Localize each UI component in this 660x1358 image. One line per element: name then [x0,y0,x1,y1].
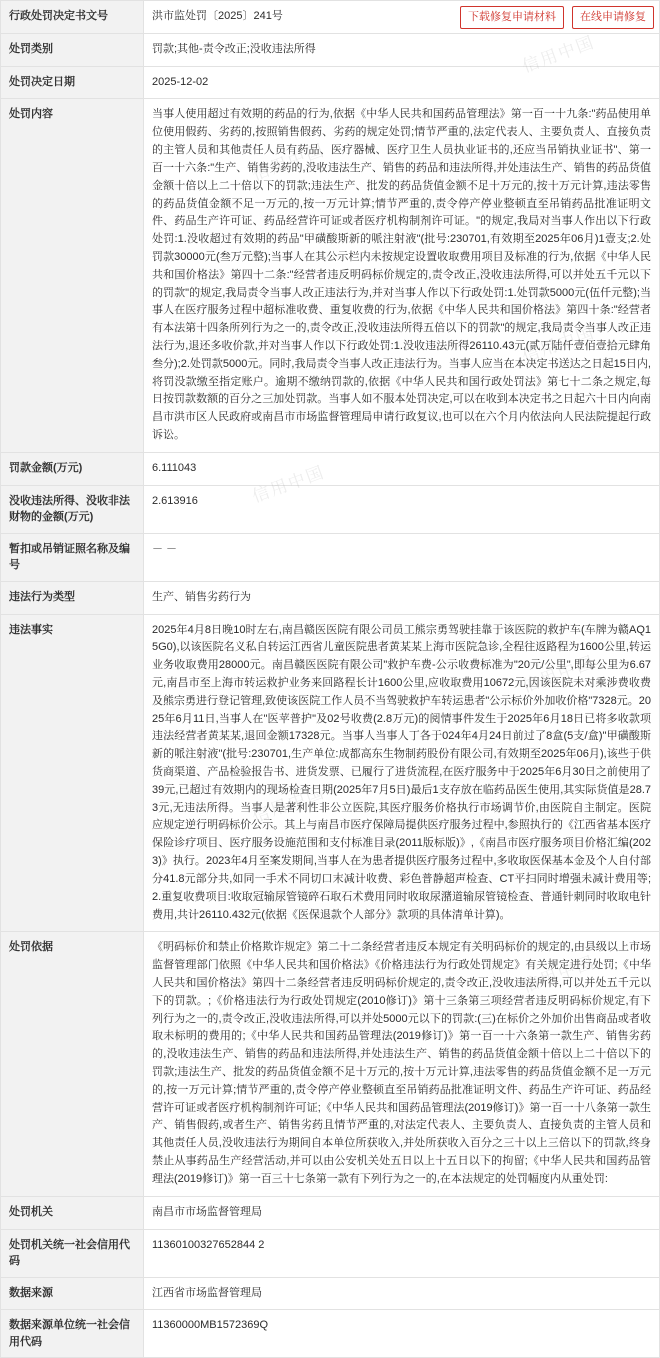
table-row [1,1310,660,1358]
watermark: 信用中国 [519,322,598,367]
table-row [1,33,660,66]
watermark: 信用中国 [249,140,328,185]
row-label: 暂扣或吊销证照名称及编号 [1,533,144,581]
row-label: 行政处罚决定书文号 [1,1,144,34]
row-label: 处罚决定日期 [1,66,144,99]
row-value: 当事人使用超过有效期的药品的行为,依据《中华人民共和国药品管理法》第一百一十九条:"药品使用单位使用假药、劣药的,按照销售假药、劣药的规定处罚;情节严重的,法定代表人、主要负责人、直接负责的主管人员和其他责任人员有药品、医疗器械、医疗卫生人员执业证书的,还应当吊销执业证书"、第一百一十六条:"生产、销售劣药的,没收违法生产、销售的药品和违法所得,并处违法生产、销售的药品货值金额十倍以上二十倍以下的罚款;违法生产、批发的药品货值金额不足十万元的,按十万元计算,违法零售的药品货值金额不足一万元的,按一万元计算;情节严重的,责令停产停业整顿直至吊销药品批准证明文件、药品生产许可证、药品经营许可证或者医疗机构制剂许可证。"的规定,我局对当事人作出以下行政处罚:1.没收超过有效期的药品"甲磺酸斯新的哌注射液"(批号:230701,有效期至2025年06月)1壹支;2.处罚款30000元(叁万元整);当事人在其公示栏内未按规定设置收取费用项目及标准的行为,依据《中华人民共和国价格法》第四十二条:"经营者违反明码标价规定的,责令改正,没收违法所得,可以并处五千元以下的罚款"的规定,我局责令当事人改正违法行为,并对当事人作以下行政处罚:1.处罚款5000元(伍仟元整);当事人在医疗服务过程中超标准收费、重复收费的行为,依据《中华人民共和国价格法》第四十条:"经营者有本法第十四条所列行为之一的,责令改正,没收违法所得五倍以下的罚款"的规定,我局责令当事人改正违法行为,退还多收价款,并对当事人作以下行政处罚:1.没收违法所得26110.43元(贰万陆仟壹佰壹拾元肆角叁分);2.处罚款5000元。同时,我局责令当事人改正违法行为。当事人应当在本决定书送达之日起15日内,将罚没款缴至指定账户。逾期不缴纳罚款的,依据《中华人民共和国行政处罚法》第七十二条之规定,每日按罚款数额的百分之三加处罚款。当事人如不服本处罚决定,可以在收到本决定书之日起六十日内向南昌市洪市区人民政府或南昌市市场监督管理局申请行政复议,也可以在六个月内依法向人民法院提起行政诉讼。 [144,99,660,452]
row-value: 2025年4月8日晚10时左右,南昌赣医医院有限公司员工熊宗勇驾驶挂靠于该医院的救护车(车牌为赣AQ15G0),以该医院名义私自转运江西省儿童医院患者黄某某上海市医院急诊,全程往返路程为1600公里,转运业务收取费用28000元。南昌赣医医院有限公司"救护车费-公示收费标准为"20元/公里",即每公里为6.67元,南昌市至上海市转运救护业务来回路程长计1600公里,应收取费用10672元,因该医院未对乘涉费收费及熊宗勇进行登记管理,致使该医院工作人员不当驾驶救护车转运患者"公示标价外加收价格"7328元。2025年6月11日,当事人在"医苹普护"及02号收费(2.8万元)的阅情事件发生于2025年6月18日已将多收款项违法经营者黄某某,退回金额17328元。当事人当事人丁各于024年4月24日前过了8盒(5支/盒)"甲磺酸斯新的哌注射液"(批号:230701,生产单位:成都高东生物制药股份有限公司,有效期至2025年06月),该些于供货商渠道、产品检验报告书、进货发票、已履行了进货流程,在医疗服务中于2025年6月30日之前使用了39元,已超过有效期内的现场检查日期(2025年7月5日)最后1支存放在临药品医生使用,其实际货值是28.73元,无违法所得。当事人是著利性非公立医院,其医疗服务价格执行市场调节价,由医院自主制定。医院应规定逆行明码标价公示。其上与南昌市医疗保障局提供医疗服务过程中,参照执行的《江西省基本医疗保险诊疗项目、医疗服务设施范围和支付标准目录(2011版标版)》,《南昌市医疗服务项目价格汇编(2023)》执行。2023年4月至案发期间,当事人在为患者提供医疗服务过程中,多收取医保基本金及个人自付部分41.8元部分共,如同一手术不同切口末减计收费、彩色普静超声检查、CT平扫同时增强未减计费用等;2.重复收费项目:收取冠输尿管镜碎石取石术费用同时收取尿潴道输尿管镜检查、普通针刺同时收取电针费用,共计26110.432元(依据《医保退款个人部分》款项的具体清单计算)。 [144,614,660,932]
row-value: 《明码标价和禁止价格欺诈规定》第二十二条经营者违反本规定有关明码标价的规定的,由县级以上市场监督管理部门依照《中华人民共和国价格法》《价格违法行为行政处罚规定》有关规定进行处罚;《中华人民共和国价格法》第四十二条经营者违反明码标价规定的,责令改正,没收违法所得,可以并处五千元以下的罚款。;《价格违法行为行政处罚规定(2010修订)》第十三条第三项经营者违反明码标价规定,有下列行为之一的,责令改正,没收违法所得,可以并处5000元以下的罚款:(三)在标价之外加价出售商品或者收取未标明的费用的;《中华人民共和国药品管理法(2019修订)》第一百一十六条第一款生产、销售劣药的,没收违法生产、销售的药品和违法所得,并处违法生产、销售的药品货值金额十倍以上二十倍以下的罚款;违法生产、批发的药品货值金额不足十万元的,按十万元计算,违法零售的药品货值金额不足一万元的,按一万元计算;情节严重的,责令停产停业整顿直至吊销药品批准证明文件、药品生产许可证、药品经营许可证或者医疗机构制剂许可证;《中华人民共和国药品管理法(2019修订)》第一百一十八条第一款生产、销售假药,或者生产、销售劣药且情节严重的,对法定代表人、主要负责人、直接负责的主管人员和其他责任人员,没收违法行为期间自本单位所获收入,并处所获收入百分之三十以上三倍以下的罚款,终身禁止从事药品生产经营活动,并可以由公安机关处五日以上十五日以下的拘留;《中华人民共和国药品管理法(2019修订)》第一百三十七条第一款有下列行为之一的,在本法规定的处罚幅度内从重处罚: [144,932,660,1196]
row-label: 违法行为类型 [1,581,144,614]
action-toolbar [460,6,654,29]
row-value: 6.111043 [144,452,660,485]
row-label: 罚款金额(万元) [1,452,144,485]
row-label: 没收违法所得、没收非法财物的金额(万元) [1,485,144,533]
row-value: 生产、销售劣药行为 [144,581,660,614]
table-row [1,66,660,99]
watermark: 信用中国 [519,652,598,697]
watermark: 信用中国 [519,32,598,77]
table-row [1,614,660,932]
row-label: 处罚机关统一社会信用代码 [1,1229,144,1277]
row-value: 南昌市市场监督管理局 [144,1196,660,1229]
row-value: 罚款;其他-责令改正;没收违法所得 [144,33,660,66]
table-row [1,99,660,452]
table-row [1,581,660,614]
table-row [1,1277,660,1310]
download-repair-materials-button[interactable]: 下载修复申请材料 [460,6,564,29]
row-label: 处罚内容 [1,99,144,452]
watermark: 信用中国 [519,952,598,997]
row-value: 江西省市场监督管理局 [144,1277,660,1310]
row-label: 处罚依据 [1,932,144,1196]
row-value: － － [144,533,660,581]
table-row [1,452,660,485]
row-value: 2.613916 [144,485,660,533]
row-label: 数据来源 [1,1277,144,1310]
watermark: 信用中国 [249,462,328,507]
table-row [1,1229,660,1277]
row-label: 处罚机关 [1,1196,144,1229]
table-row [1,485,660,533]
row-value: 11360100327652844 2 [144,1229,660,1277]
table-row [1,1196,660,1229]
row-value: 洪市监处罚〔2025〕241号 [144,1,660,34]
watermark: 信用中国 [249,782,328,827]
row-label: 处罚类别 [1,33,144,66]
row-value: 2025-12-02 [144,66,660,99]
row-label: 违法事实 [1,614,144,932]
online-repair-apply-button[interactable]: 在线申请修复 [572,6,654,29]
table-row [1,533,660,581]
table-row [1,932,660,1196]
row-label: 数据来源单位统一社会信用代码 [1,1310,144,1358]
row-value: 11360000MB1572369Q [144,1310,660,1358]
